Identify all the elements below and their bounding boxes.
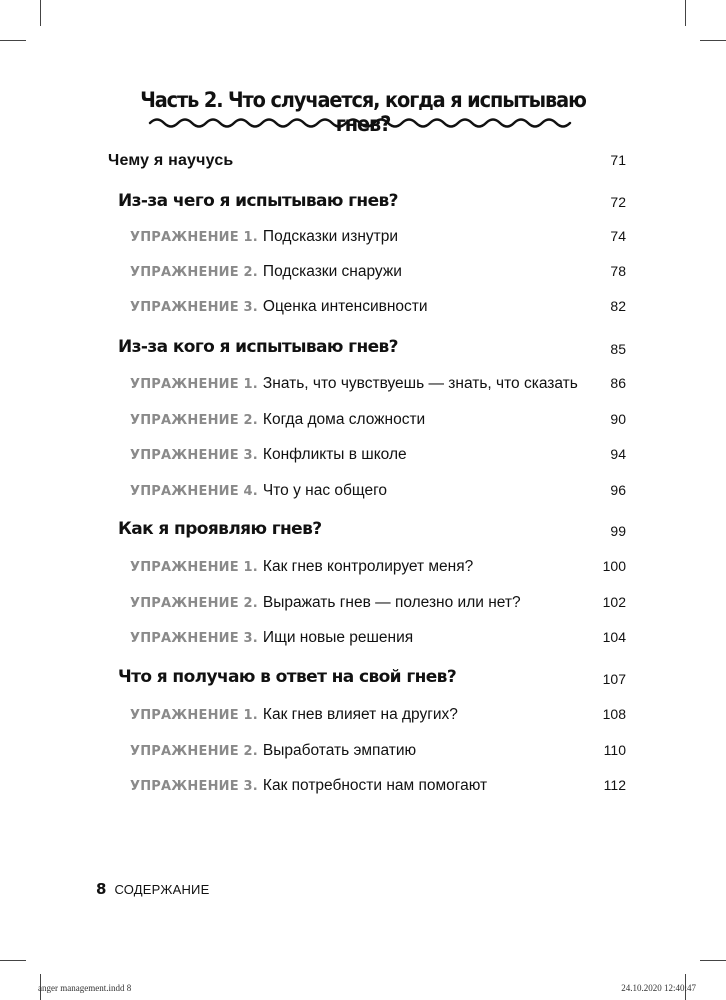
exercise-title: Выражать гнев — полезно или нет? <box>262 594 521 611</box>
running-footer <box>96 880 209 898</box>
toc-section-title: Из-за чего я испытываю гнев? <box>118 191 398 211</box>
toc-page-number: 110 <box>603 742 626 758</box>
exercise-label: УПРАЖНЕНИЕ 4. <box>130 484 258 499</box>
toc-page-number: 71 <box>610 152 626 168</box>
exercise-label: УПРАЖНЕНИЕ 2. <box>130 596 258 611</box>
toc-section-title: Из-за кого я испытываю гнев? <box>118 337 398 357</box>
toc-page-number: 94 <box>610 446 626 462</box>
crop-mark <box>700 40 726 41</box>
toc-exercise[interactable] <box>130 629 626 653</box>
toc-page-number: 112 <box>603 777 626 793</box>
crop-mark <box>0 960 26 961</box>
toc-page-number: 100 <box>602 558 626 574</box>
slug-timestamp: 24.10.2020 12:40:47 <box>621 983 696 993</box>
wavy-underline <box>148 114 578 130</box>
toc-page-number: 86 <box>610 375 626 391</box>
exercise-label: УПРАЖНЕНИЕ 1. <box>130 377 258 392</box>
toc-exercise[interactable] <box>130 375 626 399</box>
toc-exercise[interactable] <box>130 482 626 506</box>
toc-page-number: 72 <box>610 194 626 210</box>
crop-mark <box>0 40 26 41</box>
exercise-label: УПРАЖНЕНИЕ 3. <box>130 631 258 646</box>
exercise-label: УПРАЖНЕНИЕ 3. <box>130 448 258 463</box>
footer-section-label: СОДЕРЖАНИЕ <box>114 882 210 897</box>
exercise-label: УПРАЖНЕНИЕ 1. <box>130 560 258 575</box>
toc-page-number: 104 <box>602 629 626 645</box>
part-title: Часть 2. Что случается, когда я испытываю гнев? <box>140 88 586 136</box>
toc-exercise[interactable] <box>130 228 626 252</box>
toc-page-number: 96 <box>610 482 626 498</box>
exercise-label: УПРАЖНЕНИЕ 1. <box>130 708 258 723</box>
exercise-label: УПРАЖНЕНИЕ 3. <box>130 779 258 794</box>
exercise-label: УПРАЖНЕНИЕ 2. <box>130 413 258 428</box>
toc-section[interactable] <box>118 191 626 215</box>
toc-exercise[interactable] <box>130 594 626 618</box>
toc-section-title: Как я проявляю гнев? <box>118 519 322 539</box>
toc-page-number: 78 <box>610 263 626 279</box>
toc-exercise[interactable] <box>130 298 626 322</box>
toc-entry-learn[interactable] <box>108 152 626 176</box>
toc-page-number: 85 <box>610 341 626 357</box>
exercise-title: Как гнев влияет на других? <box>262 706 458 723</box>
exercise-title: Подсказки снаружи <box>262 263 402 280</box>
exercise-title: Знать, что чувствуешь — знать, что сказать <box>262 375 578 392</box>
toc-page-number: 82 <box>610 298 626 314</box>
exercise-label: УПРАЖНЕНИЕ 2. <box>130 744 258 759</box>
toc-exercise[interactable] <box>130 411 626 435</box>
exercise-title: Что у нас общего <box>262 482 388 499</box>
toc-page-number: 108 <box>602 706 626 722</box>
exercise-label: УПРАЖНЕНИЕ 3. <box>130 300 258 315</box>
exercise-title: Выработать эмпатию <box>262 742 417 759</box>
exercise-label: УПРАЖНЕНИЕ 1. <box>130 230 258 245</box>
toc-section-title: Что я получаю в ответ на свой гнев? <box>118 667 457 687</box>
toc-exercise[interactable] <box>130 446 626 470</box>
toc-page-number: 99 <box>610 523 626 539</box>
toc-entry-title: Чему я научусь <box>108 152 234 169</box>
toc-page-number: 102 <box>602 594 626 610</box>
toc-page-number: 107 <box>602 671 626 687</box>
slug-filename: anger management.indd 8 <box>38 983 132 993</box>
crop-mark <box>40 0 41 26</box>
crop-mark <box>685 0 686 26</box>
exercise-title: Когда дома сложности <box>262 411 426 428</box>
toc-exercise[interactable] <box>130 777 626 801</box>
exercise-title: Конфликты в школе <box>262 446 407 463</box>
toc-section[interactable] <box>118 519 626 543</box>
toc-page-number: 90 <box>610 411 626 427</box>
toc-section[interactable] <box>118 337 626 361</box>
toc-section[interactable] <box>118 667 626 691</box>
toc-exercise[interactable] <box>130 706 626 730</box>
exercise-title: Как потребности нам помогают <box>262 777 488 794</box>
toc-exercise[interactable] <box>130 558 626 582</box>
exercise-title: Оценка интенсивности <box>262 298 428 315</box>
crop-mark <box>700 960 726 961</box>
exercise-title: Как гнев контролирует меня? <box>262 558 474 575</box>
exercise-title: Ищи новые решения <box>262 629 414 646</box>
footer-page-number: 8 <box>96 880 107 898</box>
toc-exercise[interactable] <box>130 263 626 287</box>
exercise-label: УПРАЖНЕНИЕ 2. <box>130 265 258 280</box>
exercise-title: Подсказки изнутри <box>262 228 399 245</box>
toc-page-number: 74 <box>610 228 626 244</box>
toc-exercise[interactable] <box>130 742 626 766</box>
